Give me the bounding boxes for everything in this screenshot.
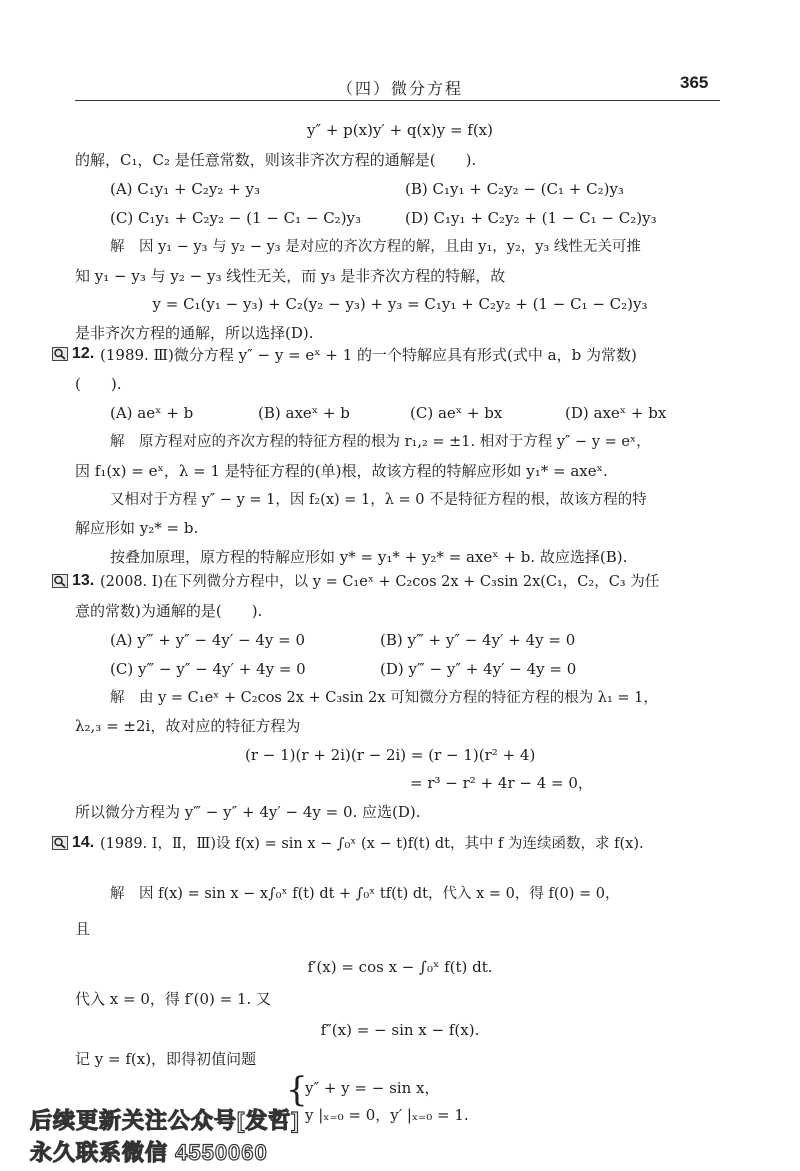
magnifier-icon bbox=[52, 347, 68, 361]
watermark-text: 后续更新关注公众号[发哲] bbox=[30, 1108, 300, 1133]
problem-statement: (1989. Ⅰ，Ⅱ，Ⅲ)设 f(x) = sin x − ∫₀ˣ (x − t)f(t) dt，其中 f 为连续函数，求 f(x). bbox=[100, 836, 644, 852]
problem-number: 12. bbox=[72, 345, 95, 362]
option-b: (B) C₁y₁ + C₂y₂ − (C₁ + C₂)y₃ bbox=[405, 180, 624, 198]
solution-line: 解 原方程对应的齐次方程的特征方程的根为 r₁,₂ = ±1. 相对于方程 y″ − y = eˣ， bbox=[110, 434, 651, 450]
option-c: (C) aeˣ + bx bbox=[410, 404, 503, 422]
problem-number: 14. bbox=[72, 834, 95, 851]
equation: (r − 1)(r + 2i)(r − 2i) = (r − 1)(r² + 4) bbox=[245, 746, 536, 764]
option-d: (D) axeˣ + bx bbox=[565, 404, 667, 422]
equation: y″ + y = − sin x， bbox=[305, 1079, 440, 1097]
option-a: (A) C₁y₁ + C₂y₂ + y₃ bbox=[110, 180, 260, 198]
paragraph-line: λ₂,₃ = ±2i，故对应的特征方程为 bbox=[75, 717, 301, 735]
equation: y″ + p(x)y′ + q(x)y = f(x) bbox=[307, 121, 493, 139]
equation: f′(x) = cos x − ∫₀ˣ f(t) dt. bbox=[307, 958, 493, 976]
problem-number: 13. bbox=[72, 572, 95, 589]
paragraph-line: 记 y = f(x)，即得初值问题 bbox=[75, 1050, 257, 1068]
watermark-text: 永久联系微信 4550060 bbox=[30, 1140, 268, 1165]
paragraph-line: 意的常数)为通解的是( ). bbox=[75, 602, 263, 620]
paragraph-line: 的解，C₁，C₂ 是任意常数，则该非齐次方程的通解是( ). bbox=[75, 151, 477, 169]
paragraph-line: ( ). bbox=[75, 375, 122, 393]
system-brace: { bbox=[286, 1070, 308, 1110]
header-rule bbox=[75, 100, 720, 101]
paragraph-line: 解应形如 y₂* = b. bbox=[75, 519, 199, 537]
paragraph-line: 因 f₁(x) = eˣ，λ = 1 是特征方程的(单)根，故该方程的特解应形如 y₁* = axeˣ. bbox=[75, 462, 608, 480]
equation: = r³ − r² + 4r − 4 = 0， bbox=[410, 774, 593, 792]
solution-line: 解 由 y = C₁eˣ + C₂cos 2x + C₃sin 2x 可知微分方程的特征方程的根为 λ₁ = 1， bbox=[110, 690, 658, 706]
option-b: (B) axeˣ + b bbox=[258, 404, 350, 422]
equation: y = C₁(y₁ − y₃) + C₂(y₂ − y₃) + y₃ = C₁y₁ + C₂y₂ + (1 − C₁ − C₂)y₃ bbox=[152, 295, 648, 313]
option-b: (B) y‴ + y″ − 4y′ + 4y = 0 bbox=[380, 631, 576, 649]
solution-line: 解 因 f(x) = sin x − x∫₀ˣ f(t) dt + ∫₀ˣ tf(t) dt，代入 x = 0，得 f(0) = 0， bbox=[110, 886, 620, 902]
paragraph-line: 代入 x = 0，得 f′(0) = 1. 又 bbox=[75, 990, 272, 1008]
option-a: (A) y‴ + y″ − 4y′ − 4y = 0 bbox=[110, 631, 306, 649]
paragraph-line: 且 bbox=[75, 920, 91, 938]
paragraph-line: 是非齐次方程的通解，所以选择(D). bbox=[75, 324, 314, 342]
option-a: (A) aeˣ + b bbox=[110, 404, 194, 422]
option-c: (C) C₁y₁ + C₂y₂ − (1 − C₁ − C₂)y₃ bbox=[110, 209, 362, 227]
problem-statement: (2008. Ⅰ)在下列微分方程中，以 y = C₁eˣ + C₂cos 2x + C₃sin 2x(C₁，C₂，C₃ 为任 bbox=[100, 574, 660, 590]
paragraph-line: 按叠加原理，原方程的特解应形如 y* = y₁* + y₂* = axeˣ + b. 故应选择(B). bbox=[110, 548, 628, 566]
solution-line: 解 因 y₁ − y₃ 与 y₂ − y₃ 是对应的齐次方程的解，且由 y₁，y₂，y₃ 线性无关可推 bbox=[110, 239, 641, 255]
equation: y |ₓ₌₀ = 0，y′ |ₓ₌₀ = 1. bbox=[305, 1106, 469, 1124]
paragraph-line: 又相对于方程 y″ − y = 1，因 f₂(x) = 1，λ = 0 不是特征方程的根，故该方程的特 bbox=[110, 492, 647, 508]
magnifier-icon bbox=[52, 836, 68, 850]
page-number: 365 bbox=[680, 73, 709, 92]
problem-statement: (1989. Ⅲ)微分方程 y″ − y = eˣ + 1 的一个特解应具有形式(式中 a，b 为常数) bbox=[100, 346, 637, 364]
chapter-title: （四）微分方程 bbox=[336, 79, 463, 98]
paragraph-line: 所以微分方程为 y‴ − y″ + 4y′ − 4y = 0. 应选(D). bbox=[75, 803, 421, 821]
equation: f″(x) = − sin x − f(x). bbox=[320, 1021, 480, 1039]
option-c: (C) y‴ − y″ − 4y′ + 4y = 0 bbox=[110, 660, 306, 678]
option-d: (D) C₁y₁ + C₂y₂ + (1 − C₁ − C₂)y₃ bbox=[405, 209, 657, 227]
paragraph-line: 知 y₁ − y₃ 与 y₂ − y₃ 线性无关，而 y₃ 是非齐次方程的特解，故 bbox=[75, 267, 506, 285]
magnifier-icon bbox=[52, 574, 68, 588]
option-d: (D) y‴ − y″ + 4y′ − 4y = 0 bbox=[380, 660, 577, 678]
